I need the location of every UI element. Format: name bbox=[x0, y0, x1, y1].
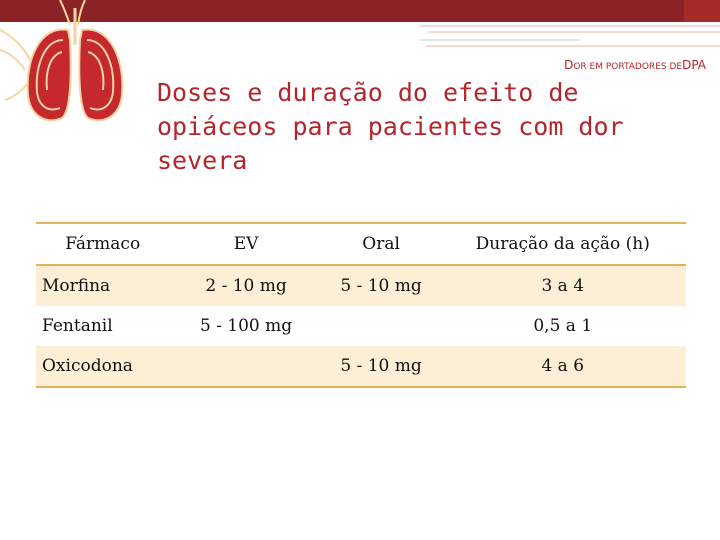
subtitle-initial: D bbox=[564, 58, 574, 72]
column-header-drug: Fármaco bbox=[65, 234, 141, 254]
column-header-duration: Duração da ação (h) bbox=[475, 234, 650, 254]
column-header-ev: EV bbox=[233, 234, 259, 254]
cell-oral bbox=[323, 306, 440, 346]
subtitle-abbr: DPA bbox=[682, 58, 706, 72]
cell-ev bbox=[169, 346, 322, 387]
table-row bbox=[36, 306, 686, 346]
lung-logo-icon bbox=[0, 0, 150, 140]
page-title: Doses e duração do efeito de opiáceos para pacientes com dor severa bbox=[157, 78, 624, 175]
table-row bbox=[36, 265, 686, 306]
cell-drug: Fentanil bbox=[42, 316, 113, 336]
cell-duration: 4 a 6 bbox=[440, 346, 687, 387]
column-header-oral: Oral bbox=[362, 234, 400, 254]
cell-oral: 5 - 10 mg bbox=[323, 265, 440, 306]
cell-duration: 3 a 4 bbox=[440, 265, 687, 306]
cell-drug: Morfina bbox=[36, 265, 169, 306]
subtitle-smallcaps: OR EM PORTADORES DE bbox=[573, 62, 683, 72]
cell-ev: 2 - 10 mg bbox=[169, 265, 322, 306]
cell-oral: 5 - 10 mg bbox=[323, 346, 440, 387]
cell-drug: Oxicodona bbox=[36, 346, 169, 387]
table-row bbox=[36, 346, 686, 387]
cell-ev: 5 - 100 mg bbox=[199, 316, 293, 336]
top-bar-accent bbox=[684, 0, 720, 22]
cell-duration: 0,5 a 1 bbox=[533, 316, 593, 336]
header-subtitle bbox=[564, 54, 706, 73]
table-header-row bbox=[36, 223, 686, 265]
header-stripes bbox=[420, 22, 720, 52]
opioid-table bbox=[36, 222, 686, 388]
